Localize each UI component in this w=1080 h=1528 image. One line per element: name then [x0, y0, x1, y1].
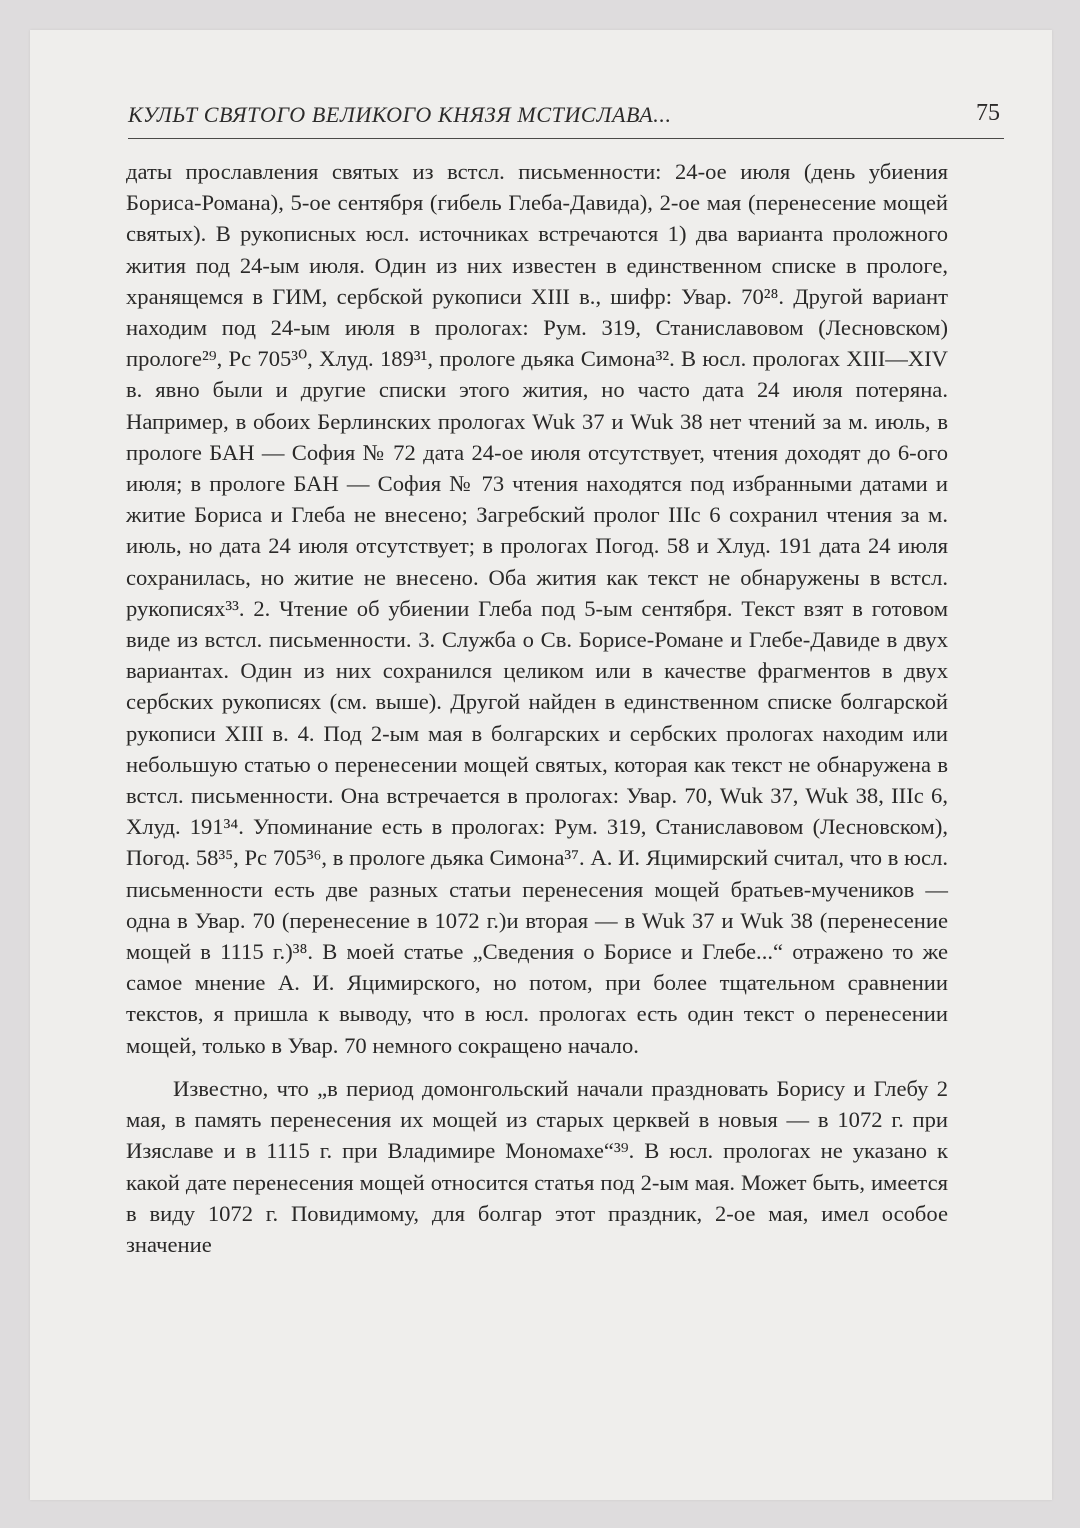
- page-number: 75: [976, 100, 1000, 126]
- running-title: КУЛЬТ СВЯТОГО ВЕЛИКОГО КНЯЗЯ МСТИСЛАВА...: [128, 102, 672, 127]
- paragraph: даты прославления святых из встсл. письменности: 24-ое июля (день убиения Бориса-Романа), 5-ое сентября (гибель Глеба-Давида), 2-ое мая (перенесение мощей святых). В рукописных юсл. источниках встречаются 1) два варианта проложного жития под 24-ым июля. Один из них известен в единственном списке в прологе, хранящемся в ГИМ, сербской рукописи XIII в., шифр: Увар. 70²⁸. Другой вариант находим под 24-ым июля в прологах: Рум. 319, Станиславовом (Лесновском) прологе²⁹, Рс 705³⁰, Хлуд. 189³¹, прологе дьяка Симона³². В юсл. прологах XIII—XIV в. явно были и другие списки этого жития, но часто дата 24 июля потеряна. Например, в обоих Берлинских прологах Wuk 37 и Wuk 38 нет чтений за м. июль, в прологе БАН — София № 72 дата 24-ое июля отсутствует, чтения доходят до 6-ого июля; в прологе БАН — София № 73 чтения находятся под избранными датами и житие Бориса и Глеба не внесено; Загребский пролог IIIс 6 сохранил чтения за м. июль, но дата 24 июля отсутствует; в прологах Погод. 58 и Хлуд. 191 дата 24 июля сохранилась, но житие не внесено. Оба жития как текст не обнаружены в встсл. рукописях³³. 2. Чтение об убиении Глеба под 5-ым сентября. Текст взят в готовом виде из встсл. письменности. 3. Служба о Св. Борисе-Романе и Глебе-Давиде в двух вариантах. Один из них сохранился целиком или в качестве фрагментов в двух сербских рукописях (см. выше). Другой найден в единственном списке болгарской рукописи XIII в. 4. Под 2-ым мая в болгарских и сербских прологах находим или небольшую статью о перенесении мощей святых, которая как текст не обнаружена в встсл. письменности. Она встречается в прологах: Увар. 70, Wuk 37, Wuk 38, IIIс 6, Хлуд. 191³⁴. Упоминание есть в прологах: Рум. 319, Станиславовом (Лесновском), Погод. 58³⁵, Рс 705³⁶, в прологе дьяка Симона³⁷. А. И. Яцимирский считал, что в юсл. письменности есть две разных статьи перенесения мощей братьев-мучеников — одна в Увар. 70 (перенесение в 1072 г.)и вторая — в Wuk 37 и Wuk 38 (перенесение мощей в 1115 г.)³⁸. В моей статье „Сведения о Борисе и Глебе...“ отражено то же самое мнение А. И. Яцимирского, но потом, при более тщательном сравнении текстов, я пришла к выводу, что в юсл. прологах есть один текст о перенесении мощей, только в Увар. 70 немного сокращено начало.: [126, 159, 948, 1058]
- paragraph: Известно, что „в период домонгольский начали праздновать Борису и Глебу 2 мая, в память перенесения их мощей из старых церквей в новыя — в 1072 г. при Изяславе и в 1115 г. при Владимире Мономахе“³⁹. В юсл. прологах не указано к какой дате перенесения мощей относится статья под 2-ым мая. Может быть, имеется в виду 1072 г. Повидимому, для болгар этот праздник, 2-ое мая, имел особое значение: [126, 1075, 948, 1257]
- header-rule: [128, 138, 1004, 139]
- page-header: [128, 98, 1004, 142]
- book-page: [30, 30, 1052, 1500]
- body-text: [126, 156, 948, 1260]
